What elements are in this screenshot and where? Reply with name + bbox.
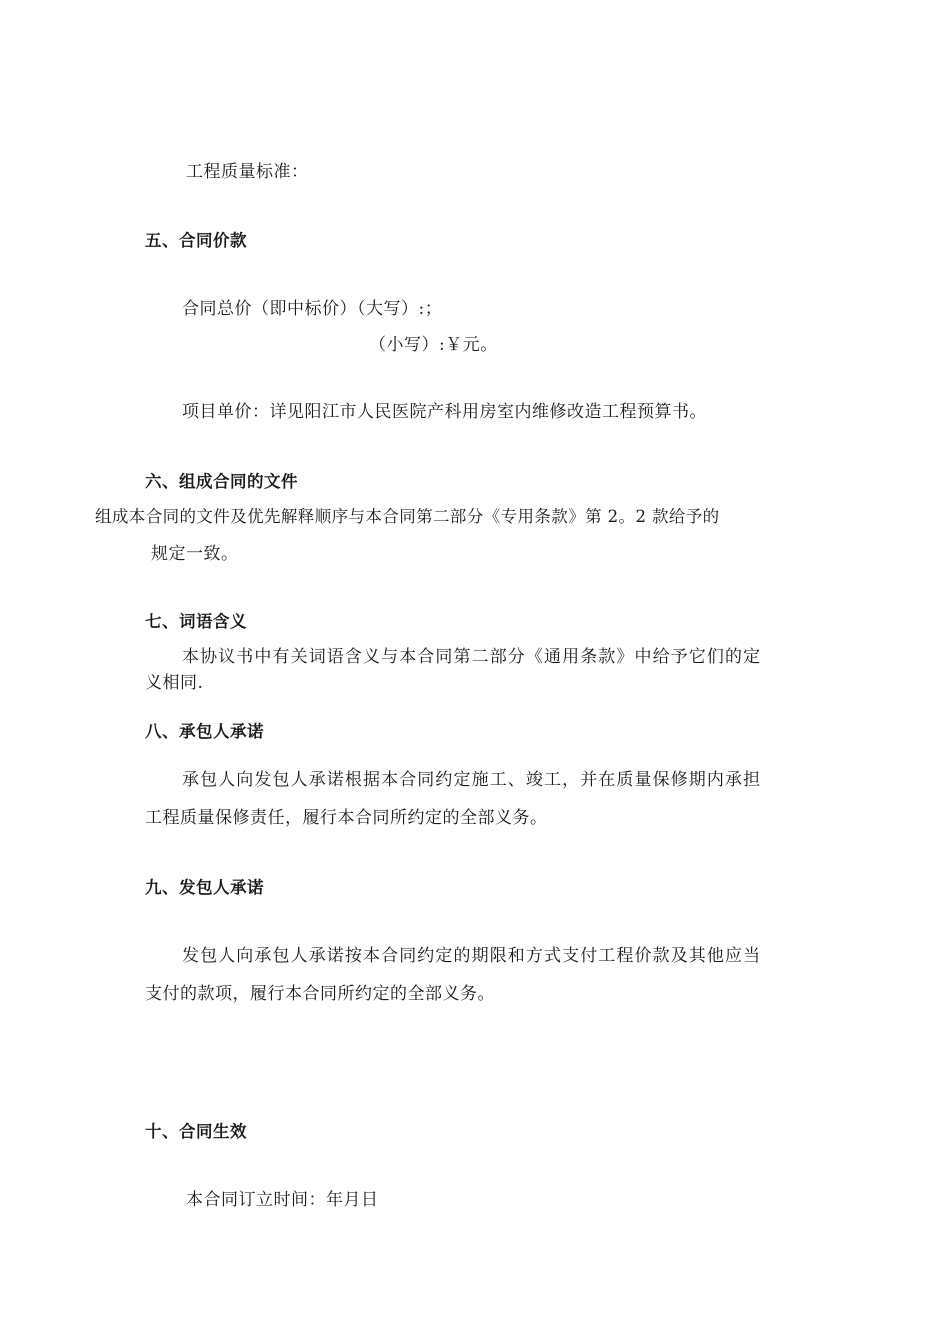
quality-standard-label: 工程质量标准： [186,162,309,182]
section-6-text-line-1: 组成本合同的文件及优先解释顺序与本合同第二部分《专用条款》第 2。2 款给予的 [95,507,720,526]
section-9-heading: 九、发包人承诺 [145,878,264,897]
small-price-text: （小写）:￥元。 [369,335,498,355]
section-8-heading: 八、承包人承诺 [145,722,264,741]
section-5-heading: 五、合同价款 [145,231,247,250]
signing-time-text: 本合同订立时间：年月日 [186,1190,379,1210]
section-7-text-line-2: 义相同. [145,673,204,693]
section-6-text-line-2: 规定一致。 [151,544,239,564]
section-7-heading: 七、词语含义 [145,612,247,631]
section-9-text-line-1: 发包人向承包人承诺按本合同约定的期限和方式支付工程价款及其他应当 [182,946,762,966]
section-9-text-line-2: 支付的款项，履行本合同所约定的全部义务。 [145,984,495,1004]
section-8-text-line-2: 工程质量保修责任，履行本合同所约定的全部义务。 [145,808,548,828]
section-8-text-line-1: 承包人向发包人承诺根据本合同约定施工、竣工，并在质量保修期内承担 [182,770,762,790]
unit-price-text: 项目单价：详见阳江市人民医院产科用房室内维修改造工程预算书。 [182,402,707,422]
total-price-text: 合同总价（即中标价）（大写）:； [182,299,443,319]
section-6-heading: 六、组成合同的文件 [145,472,298,491]
section-7-text-line-1: 本协议书中有关词语含义与本合同第二部分《通用条款》中给予它们的定 [182,647,762,667]
section-10-heading: 十、合同生效 [145,1122,247,1141]
